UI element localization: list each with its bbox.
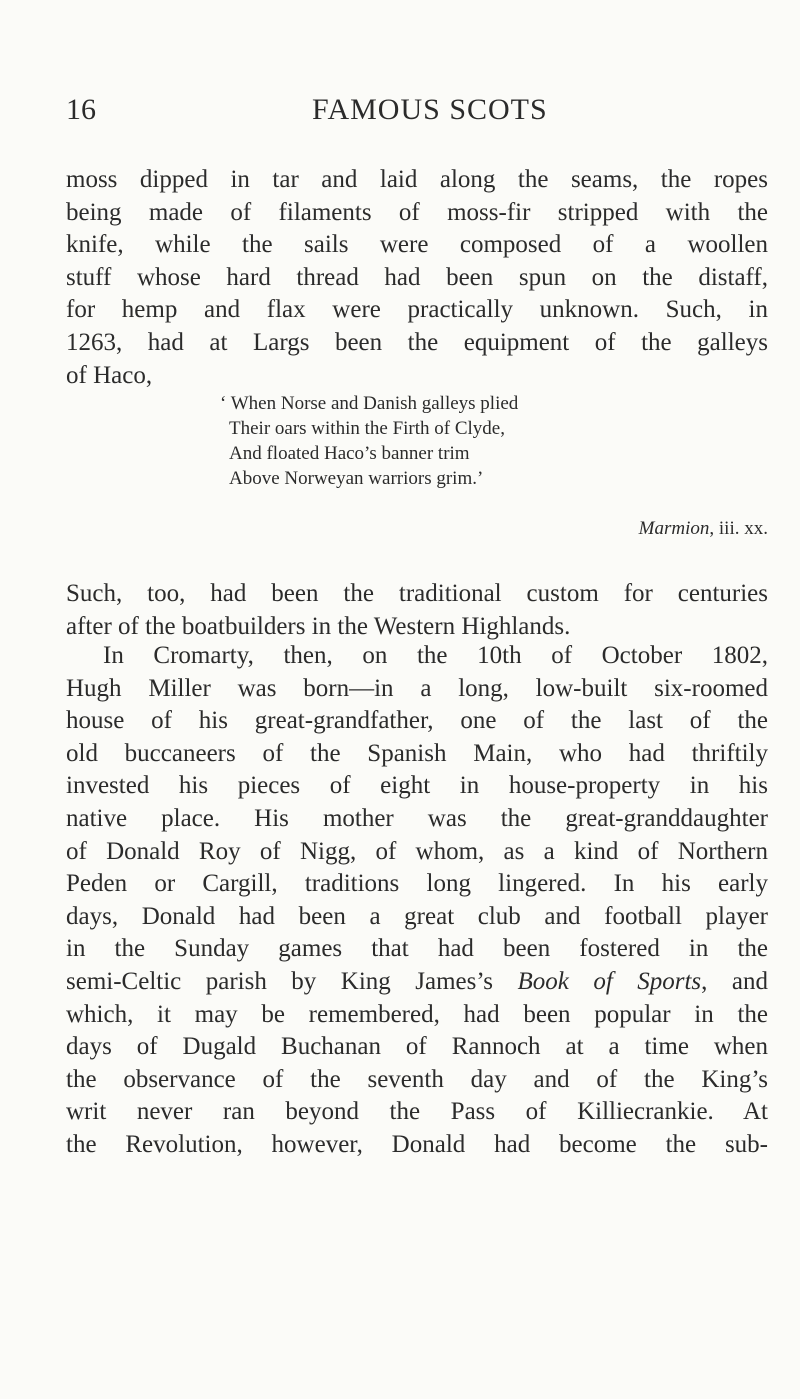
text-line: Such, too, had been the traditional custom for centuries	[66, 580, 768, 607]
text-line: 1263, had at Largs been the equipment of the galleys	[66, 328, 768, 356]
page-header	[66, 90, 768, 130]
text-line: days of Dugald Buchanan of Rannoch at a time when	[66, 1033, 768, 1061]
verse-line: Their oars within the Firth of Clyde,	[229, 418, 505, 439]
text-line: moss dipped in tar and laid along the seams, the ropes	[66, 166, 768, 193]
text-line: of Haco,	[66, 361, 153, 389]
verse-line: And floated Haco’s banner trim	[229, 443, 470, 464]
text-line: In Cromarty, then, on the 10th of October 1802,	[103, 642, 768, 669]
text-line: which, it may be remembered, had been popular in the	[66, 1000, 768, 1028]
text-line: being made of filaments of moss-fir stripped with the	[66, 198, 768, 226]
verse-quotation	[220, 391, 519, 491]
paragraph-3	[66, 640, 768, 1162]
text-line: knife, while the sails were composed of a woollen	[66, 231, 768, 259]
verse-line: ‘ When Norse and Danish galleys plied	[220, 393, 519, 414]
text-line: house of his great-grandfather, one of the last of the	[66, 707, 768, 735]
text-line: days, Donald had been a great club and football player	[66, 902, 768, 930]
text-fragment: , and	[701, 967, 768, 995]
citation-title: Marmion	[638, 518, 710, 539]
text-line: of Donald Roy of Nigg, of whom, as a kind of Northern	[66, 837, 768, 865]
paragraph-1	[66, 164, 768, 392]
text-line: Hugh Miller was born—in a long, low-built six-roomed	[66, 674, 768, 702]
page-number: 16	[66, 93, 96, 126]
paragraph-2	[66, 578, 768, 643]
text-line: after of the boatbuilders in the Western Highlands.	[66, 612, 571, 640]
text-line: for hemp and flax were practically unknown. Such, in	[66, 296, 768, 324]
verse-citation	[542, 516, 768, 541]
citation-reference: , iii. xx.	[709, 518, 768, 539]
text-line: the observance of the seventh day and of the King’s	[66, 1065, 768, 1093]
verse-line: Above Norweyan warriors grim.’	[229, 468, 484, 489]
book-title: Book of Sports	[517, 967, 702, 995]
text-line: old buccaneers of the Spanish Main, who had thriftily	[66, 739, 768, 767]
text-line: native place. His mother was the great-granddaughter	[66, 804, 768, 832]
text-line: Peden or Cargill, traditions long lingered. In his early	[66, 870, 768, 898]
running-head: FAMOUS SCOTS	[312, 93, 548, 126]
text-fragment: semi-Celtic parish by King James’s	[66, 967, 518, 995]
text-line: in the Sunday games that had been fostered in the	[66, 935, 768, 963]
text-line: writ never ran beyond the Pass of Killiecrankie. At	[66, 1098, 768, 1126]
text-line-with-book-title	[66, 966, 768, 999]
text-line: the Revolution, however, Donald had become the sub-	[66, 1130, 768, 1158]
text-line: stuff whose hard thread had been spun on the distaff,	[66, 263, 768, 291]
text-line: invested his pieces of eight in house-property in his	[66, 772, 768, 800]
